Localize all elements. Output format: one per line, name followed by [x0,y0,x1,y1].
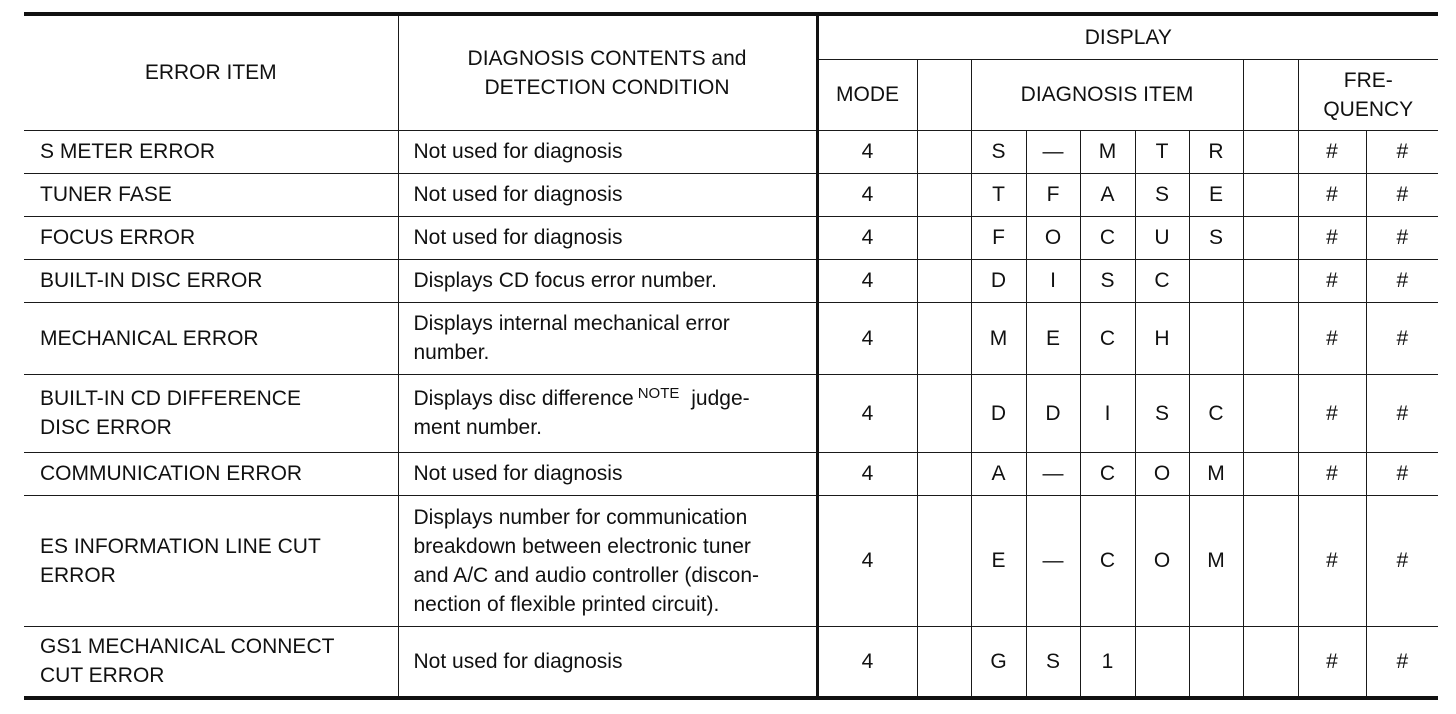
error-item-cell [24,130,398,173]
diag-char-cell: — [1026,130,1080,173]
spacer-cell [1243,452,1298,495]
diag-char-cell: C [1080,216,1135,259]
diag-char-cell: C [1080,452,1135,495]
mode-cell: 4 [817,130,917,173]
spacer-cell [917,374,971,452]
spacer-cell [1243,130,1298,173]
diag-char-cell: A [1080,173,1135,216]
frequency-cell: # [1366,374,1438,452]
spacer-cell [1243,173,1298,216]
diag-char-cell: M [1189,495,1243,626]
spacer-cell [1243,374,1298,452]
diag-char-cell [1135,626,1189,698]
header-contents-line1: DIAGNOSIS CONTENTS and [467,46,747,70]
frequency-cell: # [1298,495,1366,626]
diag-char-cell: F [1026,173,1080,216]
spacer-cell [917,259,971,302]
frequency-cell: # [1298,259,1366,302]
header-spacer-left [917,59,971,130]
mode-cell: 4 [817,259,917,302]
contents-cell [398,216,817,259]
header-frequency [1298,59,1438,130]
error-item-line: BUILT-IN CD DIFFERENCE [40,387,301,410]
table-row [24,259,1438,302]
diag-char-cell: O [1135,452,1189,495]
error-item-line: DISC ERROR [40,416,172,439]
contents-cell [398,452,817,495]
contents-cell [398,495,817,626]
header-frequency-line1: FRE- [1343,68,1393,92]
frequency-cell: # [1298,374,1366,452]
header-contents-line2: DETECTION CONDITION [484,75,730,99]
error-item-cell [24,495,398,626]
frequency-cell: # [1298,130,1366,173]
diag-char-cell: — [1026,452,1080,495]
frequency-cell: # [1366,173,1438,216]
error-item-line: CUT ERROR [40,664,165,688]
header-row-top [24,14,1438,59]
diag-char-cell: S [1189,216,1243,259]
table-row [24,374,1438,452]
frequency-cell: # [1298,302,1366,374]
table-row [24,495,1438,626]
error-item-cell [24,452,398,495]
error-item-cell [24,374,398,452]
diag-char-cell: S [1135,374,1189,452]
header-display: DISPLAY [817,14,1438,59]
table-row [24,626,1438,698]
diag-char-cell: D [971,259,1026,302]
error-item-cell [24,216,398,259]
diag-char-cell: F [971,216,1026,259]
contents-cell [398,302,817,374]
diag-char-cell: M [1080,130,1135,173]
spacer-cell [917,302,971,374]
error-item-cell [24,173,398,216]
frequency-cell: # [1298,452,1366,495]
diag-char-cell: S [1135,173,1189,216]
mode-cell: 4 [817,495,917,626]
diagnosis-table-container [24,12,1438,700]
error-item-line: MECHANICAL ERROR [40,326,259,350]
diag-char-cell: R [1189,130,1243,173]
diag-char-cell: D [1026,374,1080,452]
frequency-cell: # [1366,302,1438,374]
header-diagnosis-item: DIAGNOSIS ITEM [971,59,1243,130]
contents-cell [398,259,817,302]
contents-cell [398,626,817,698]
diag-char-cell: C [1135,259,1189,302]
table-row [24,216,1438,259]
error-item-line: ERROR [40,563,116,587]
mode-cell: 4 [817,216,917,259]
mode-cell: 4 [817,452,917,495]
diag-char-cell: H [1135,302,1189,374]
frequency-cell: # [1366,130,1438,173]
contents-line [414,384,802,413]
frequency-cell: # [1366,626,1438,698]
diag-char-cell: U [1135,216,1189,259]
spacer-cell [1243,259,1298,302]
spacer-cell [917,626,971,698]
contents-line: Not used for diagnosis [413,462,623,485]
contents-cell [398,173,817,216]
diag-char-cell: E [1026,302,1080,374]
table-row [24,173,1438,216]
contents-line: Not used for diagnosis [413,140,623,163]
error-item-cell [24,259,398,302]
diag-char-cell: S [1026,626,1080,698]
mode-cell: 4 [817,626,917,698]
spacer-cell [917,495,971,626]
contents-line: Not used for diagnosis [413,649,623,673]
note-superscript: NOTE [637,385,680,402]
diag-char-cell: C [1189,374,1243,452]
error-item-line: TUNER FASE [40,183,172,206]
diag-char-cell: T [971,173,1026,216]
contents-cell [398,130,817,173]
diag-char-cell: O [1026,216,1080,259]
spacer-cell [917,216,971,259]
diag-char-cell: I [1026,259,1080,302]
header-frequency-line2: QUENCY [1323,97,1414,121]
mode-cell: 4 [817,374,917,452]
contents-text: judge- [691,387,750,410]
contents-line: nection of flexible printed circuit). [413,592,720,616]
diag-char-cell [1189,259,1243,302]
diag-char-cell: M [1189,452,1243,495]
spacer-cell [1243,302,1298,374]
error-item-line: ES INFORMATION LINE CUT [40,534,321,558]
frequency-cell: # [1366,216,1438,259]
diag-char-cell: — [1026,495,1080,626]
contents-line: Not used for diagnosis [413,226,623,249]
diag-char-cell: D [971,374,1026,452]
spacer-cell [917,130,971,173]
spacer-cell [1243,626,1298,698]
contents-text: Displays disc difference [413,387,634,410]
diag-char-cell [1189,302,1243,374]
spacer-cell [1243,495,1298,626]
diag-char-cell: E [1189,173,1243,216]
spacer-cell [1243,216,1298,259]
contents-line: number. [413,341,490,364]
contents-line: and A/C and audio controller (discon- [413,563,760,587]
header-error-item: ERROR ITEM [24,14,398,130]
diag-char-cell [1189,626,1243,698]
header-diagnosis-contents [398,14,817,130]
diag-char-cell: 1 [1080,626,1135,698]
contents-line: Displays internal mechanical error [413,312,730,335]
diag-char-cell: T [1135,130,1189,173]
contents-line: Not used for diagnosis [413,183,623,206]
diagnosis-table [24,12,1438,700]
error-item-line: S METER ERROR [40,140,216,163]
frequency-cell: # [1298,173,1366,216]
mode-cell: 4 [817,302,917,374]
contents-cell [398,374,817,452]
spacer-cell [917,452,971,495]
diag-char-cell: C [1080,302,1135,374]
frequency-cell: # [1298,216,1366,259]
error-item-cell [24,626,398,698]
table-row [24,302,1438,374]
error-item-line: COMMUNICATION ERROR [40,462,303,485]
header-spacer-right [1243,59,1298,130]
mode-cell: 4 [817,173,917,216]
error-item-line: FOCUS ERROR [40,226,196,249]
contents-line: ment number. [413,416,542,439]
contents-line: Displays CD focus error number. [413,269,717,292]
diag-char-cell: E [971,495,1026,626]
diag-char-cell: I [1080,374,1135,452]
table-row [24,130,1438,173]
error-item-line: BUILT-IN DISC ERROR [40,269,263,292]
contents-line: breakdown between electronic tuner [413,534,751,558]
table-row [24,452,1438,495]
diag-char-cell: S [1080,259,1135,302]
frequency-cell: # [1298,626,1366,698]
diag-char-cell: A [971,452,1026,495]
diag-char-cell: G [971,626,1026,698]
error-item-cell [24,302,398,374]
frequency-cell: # [1366,452,1438,495]
error-item-line: GS1 MECHANICAL CONNECT [40,635,335,659]
diag-char-cell: C [1080,495,1135,626]
diag-char-cell: S [971,130,1026,173]
frequency-cell: # [1366,259,1438,302]
spacer-cell [917,173,971,216]
contents-line: Displays number for communication [413,505,748,529]
frequency-cell: # [1366,495,1438,626]
header-mode: MODE [817,59,917,130]
diag-char-cell: M [971,302,1026,374]
diag-char-cell: O [1135,495,1189,626]
